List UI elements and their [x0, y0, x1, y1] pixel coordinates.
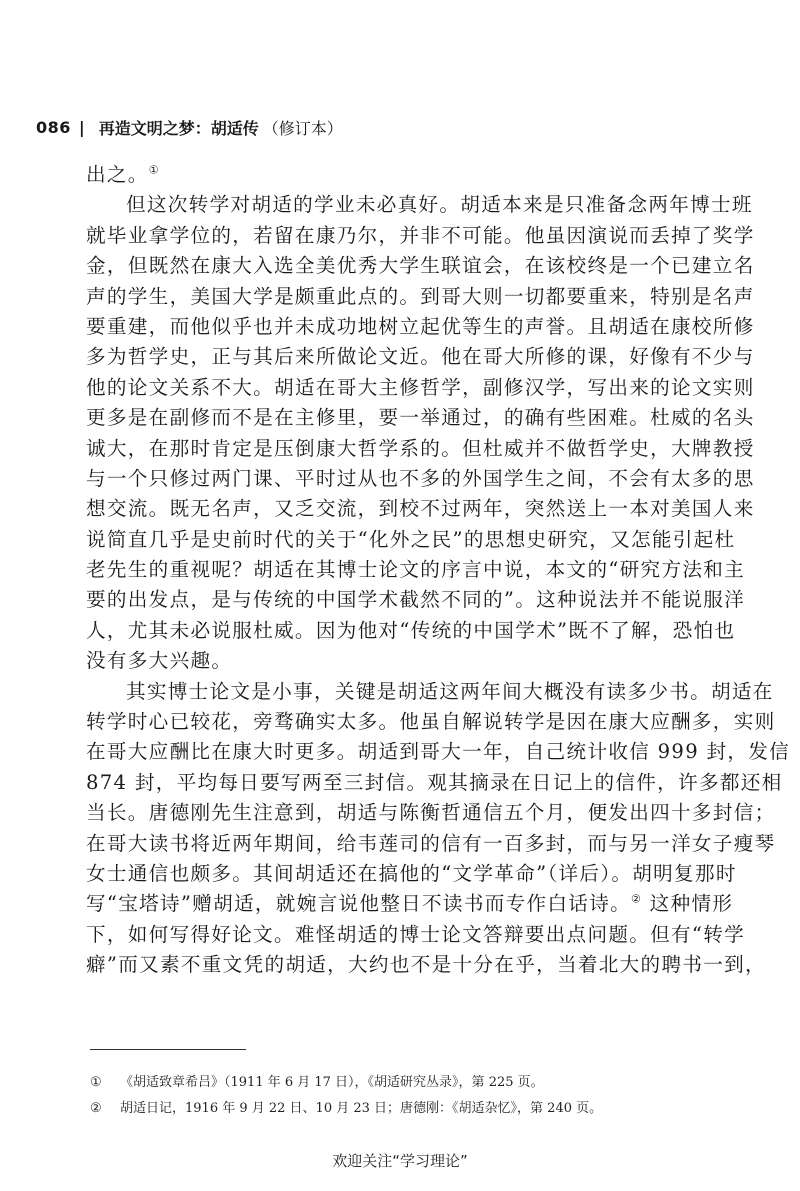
line-text: 人，尤其未必说服杜威。因为他对“传统的中国学术”既不了解，恐怕也	[86, 618, 736, 642]
book-subtitle: （修订本）	[262, 119, 343, 138]
footnote	[90, 1070, 740, 1096]
header-separator: |	[78, 118, 85, 137]
text-line	[86, 585, 746, 615]
text-line	[86, 737, 791, 767]
line-text: 多为哲学史，正与其后来所做论文近。他在哥大所修的课，好像有不少与	[86, 345, 755, 369]
line-text: 要的出发点，是与传统的中国学术截然不同的”。这种说法并不能说服洋	[86, 588, 746, 612]
line-text: 当长。唐德刚先生注意到，胡适与陈衡哲通信五个月，便发出四十多封信；	[86, 801, 776, 825]
line-text: 下，如何写得好论文。难怪胡适的博士论文答辩要出点问题。但有“转学	[86, 922, 746, 946]
line-text: 诚大，在那时肯定是压倒康大哲学系的。但杜威并不做哲学史，大牌教授	[86, 436, 755, 460]
line-text: 癖”而又素不重文凭的胡适，大约也不是十分在乎，当着北大的聘书一到，	[86, 953, 766, 977]
footnote-divider	[90, 1049, 246, 1050]
text-line	[86, 312, 755, 342]
body-text	[86, 160, 791, 981]
text-line	[86, 221, 755, 251]
line-text: 老先生的重视呢？胡适在其博士论文的序言中说，本文的“研究方法和主	[86, 558, 746, 582]
line-text: 在哥大应酬比在康大时更多。胡适到哥大一年，自己统计收信 999 封，发信	[86, 740, 791, 764]
line-text: 要重建，而他似乎也并未成功地树立起优等生的声誉。且胡适在康校所修	[86, 314, 755, 338]
text-line	[86, 373, 755, 403]
line-text: 想交流。既无名声，又乏交流，到校不过两年，突然送上一本对美国人来	[86, 497, 755, 521]
text-line	[86, 342, 755, 372]
text-line	[86, 525, 736, 555]
footnotes	[90, 1070, 740, 1122]
footnote-text: 胡适日记，1916 年 9 月 22 日、10 月 23 日；唐德刚：《胡适杂忆》，第 240 页。	[120, 1101, 603, 1116]
page-number: 086	[36, 118, 71, 137]
text-line	[86, 160, 718, 190]
text-line	[86, 464, 755, 494]
line-text: 没有多大兴趣。	[86, 649, 233, 673]
line-text-continued: 这种情形	[642, 892, 734, 916]
text-line	[86, 646, 718, 676]
running-header	[36, 116, 343, 139]
footnote-text: 《胡适致章希吕》（1911 年 6 月 17 日），《胡适研究丛录》，第 225 页。	[120, 1075, 544, 1090]
text-line	[86, 950, 766, 980]
footnote	[90, 1096, 740, 1122]
text-line	[86, 190, 753, 220]
text-line	[86, 677, 774, 707]
line-text: 声的学生，美国大学是颇重此点的。到哥大则一切都要重来，特别是名声	[86, 284, 755, 308]
footnote-number: ②	[90, 1101, 102, 1116]
text-line	[86, 707, 776, 737]
line-text: 更多是在副修而不是在主修里，要一举通过，的确有些困难。杜威的名头	[86, 406, 755, 430]
text-line	[86, 829, 776, 859]
text-line	[86, 798, 776, 828]
line-text: 874 封，平均每日要写两至三封信。观其摘录在日记上的信件，许多都还相	[86, 770, 783, 794]
line-text: 说简直几乎是史前时代的关于“化外之民”的思想史研究，又怎能引起杜	[86, 527, 736, 551]
text-line	[86, 494, 755, 524]
line-text: 在哥大读书将近两年期间，给韦莲司的信有一百多封，而与另一洋女子瘦琴	[86, 831, 776, 855]
footnote-marker[interactable]: ②	[630, 892, 643, 906]
footnote-number: ①	[90, 1075, 102, 1090]
text-line	[86, 555, 746, 585]
text-line	[86, 920, 746, 950]
line-text: 女士通信也颇多。其间胡适还在搞他的“文学革命”（详后）。胡明复那时	[86, 861, 737, 885]
text-line	[86, 434, 755, 464]
text-line	[86, 859, 737, 889]
text-line	[86, 403, 755, 433]
line-text: 金，但既然在康大入选全美优秀大学生联谊会，在该校终是一个已建立名	[86, 254, 755, 278]
line-text: 就毕业拿学位的，若留在康乃尔，并非不可能。他虽因演说而丢掉了奖学	[86, 223, 755, 247]
line-text: 他的论文关系不大。胡适在哥大主修哲学，副修汉学，写出来的论文实则	[86, 375, 755, 399]
line-text: 写“宝塔诗”赠胡适，就婉言说他整日不读书而专作白话诗。	[86, 892, 631, 916]
footnote-marker[interactable]: ①	[148, 163, 160, 177]
footer-note: 欢迎关注“学习理论”	[332, 1152, 468, 1170]
book-title: 再造文明之梦：胡适传	[98, 119, 259, 138]
text-line	[86, 282, 755, 312]
line-text: 出之。	[86, 163, 149, 186]
line-text: 转学时心已较花，旁骛确实太多。他虽自解说转学是因在康大应酬多，实则	[86, 710, 776, 734]
text-line	[86, 768, 783, 798]
line-text: 但这次转学对胡适的学业未必真好。胡适本来是只准备念两年博士班	[126, 193, 753, 217]
line-text: 其实博士论文是小事，关键是胡适这两年间大概没有读多少书。胡适在	[126, 679, 774, 703]
text-line	[86, 616, 736, 646]
text-line	[86, 251, 755, 281]
line-text: 与一个只修过两门课、平时过从也不多的外国学生之间，不会有太多的思	[86, 466, 755, 490]
text-line	[86, 889, 734, 919]
